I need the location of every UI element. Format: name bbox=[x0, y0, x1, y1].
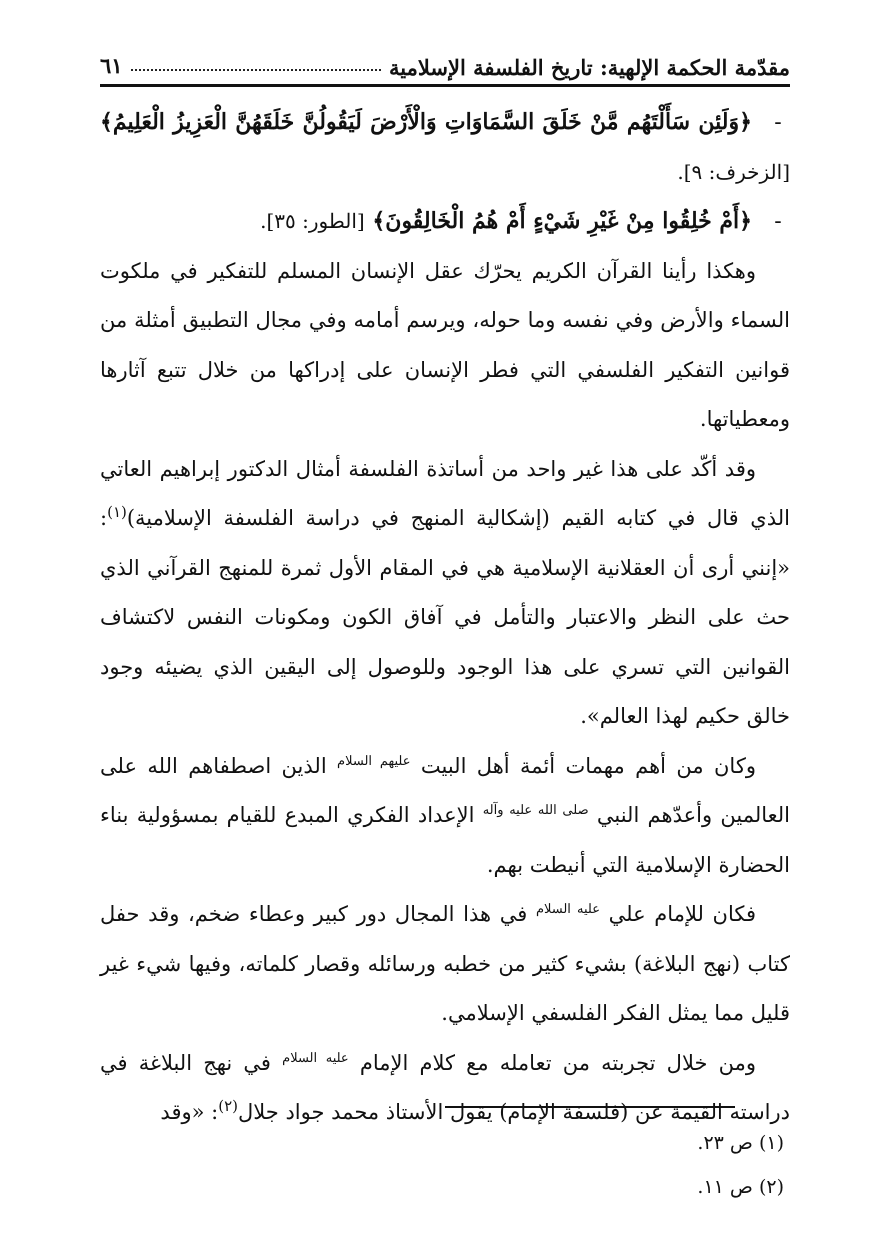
page-body bbox=[100, 98, 790, 1138]
page-number: ٦١ bbox=[100, 53, 123, 78]
header-dot-leader bbox=[131, 69, 381, 71]
verse-reference: [الطور: ٣٥]. bbox=[260, 209, 365, 233]
footnote-marker: (٢) bbox=[218, 1097, 239, 1115]
footnote-2: (٢) ص ١١. bbox=[697, 1176, 784, 1198]
footnote-marker: (١) bbox=[107, 503, 127, 521]
footnotes bbox=[100, 1121, 790, 1209]
verse-dash: - bbox=[774, 110, 782, 135]
salutation-glyph: عليهم السلام bbox=[337, 753, 411, 769]
paragraph-text: : «وقد bbox=[160, 1100, 219, 1124]
verse-text: ﴿أَمْ خُلِقُوا مِنْ غَيْرِ شَيْءٍ أَمْ هُمُ الْخَالِقُونَ﴾ bbox=[372, 208, 752, 234]
footnote-1: (١) ص ٢٣. bbox=[697, 1132, 784, 1154]
footnote-rule bbox=[445, 1106, 735, 1108]
paragraph-text: : «إنني أرى أن العقلانية الإسلامية هي في المقام الأول ثمرة للمنهج القرآني الذي حث على النظر والاعتبار والتأمل في آفاق الكون ومكونات النفس لاكتشاف القوانين التي تسري على هذا الوجود وللوصول إلى اليقين الذي يضيئه وجود خالق حكيم لهذا العالم». bbox=[100, 506, 790, 728]
paragraph-text: في نهج البلاغة في دراسته القيمة عن (فلسفة الإمام) يقول الأستاذ محمد جواد جلال bbox=[100, 1050, 790, 1124]
paragraph-text: الذين اصطفاهم الله على العالمين وأعدّهم النبي bbox=[100, 753, 790, 827]
paragraph-ati-quote bbox=[100, 445, 790, 742]
verse-text: ﴿وَلَئِن سَأَلْتَهُم مَّنْ خَلَقَ السَّمَاوَاتِ وَالْأَرْضَ لَيَقُولُنَّ خَلَقَهُنَّ الْعَزِيزُ الْعَلِيمُ﴾ bbox=[100, 109, 752, 135]
verse-reference: [الزخرف: ٩]. bbox=[677, 159, 790, 184]
header-title: مقدّمة الحكمة الإلهية: تاريخ الفلسفة الإسلامية bbox=[389, 55, 790, 80]
paragraph-text: فكان للإمام علي bbox=[608, 902, 756, 926]
paragraph-text: ومن خلال تجربته من تعامله مع كلام الإمام bbox=[359, 1050, 756, 1075]
paragraph-text: وكان من أهم مهمات أئمة أهل البيت bbox=[420, 753, 756, 778]
salutation-glyph: عليه السلام bbox=[282, 1050, 349, 1066]
salutation-glyph: صلى الله عليه وآله bbox=[482, 803, 589, 818]
paragraph-text: وقد أكّد على هذا غير واحد من أساتذة الفلسفة أمثال الدكتور إبراهيم العاتي الذي قال في كتابه القيم (إشكالية المنهج في دراسة الفلسفة الإسلامية) bbox=[100, 456, 790, 530]
running-header bbox=[100, 34, 790, 80]
paragraph-ahl-al-bayt bbox=[100, 742, 790, 891]
header-rule bbox=[100, 84, 790, 87]
paragraph-quran-reflection: وهكذا رأينا القرآن الكريم يحرّك عقل الإنسان المسلم للتفكير في ملكوت السماء والأرض وفي نفسه وما حوله، ويرسم أمامه وفي مجال التطبيق أمثلة من قوانين التفكير الفلسفي التي فطر الإنسان على إدراكها من خلال تتبع آثارها ومعطياتها. bbox=[100, 258, 790, 431]
salutation-glyph: عليه السلام bbox=[535, 902, 600, 917]
paragraph-text: الإعداد الفكري المبدع للقيام بمسؤولية بناء الحضارة الإسلامية التي أنيطت بهم. bbox=[100, 803, 790, 877]
quran-verse bbox=[100, 98, 790, 197]
quran-verse bbox=[100, 197, 790, 247]
paragraph-text: في هذا المجال دور كبير وعطاء ضخم، وقد حفل كتاب (نهج البلاغة) بشيء كثير من خطبه ورسائله وقصار كلماته، وفيها شيء غير قليل مما يمثل الفكر الفلسفي الإسلامي. bbox=[100, 902, 790, 1025]
verse-dash: - bbox=[774, 209, 782, 234]
paragraph-imam-ali bbox=[100, 890, 790, 1039]
